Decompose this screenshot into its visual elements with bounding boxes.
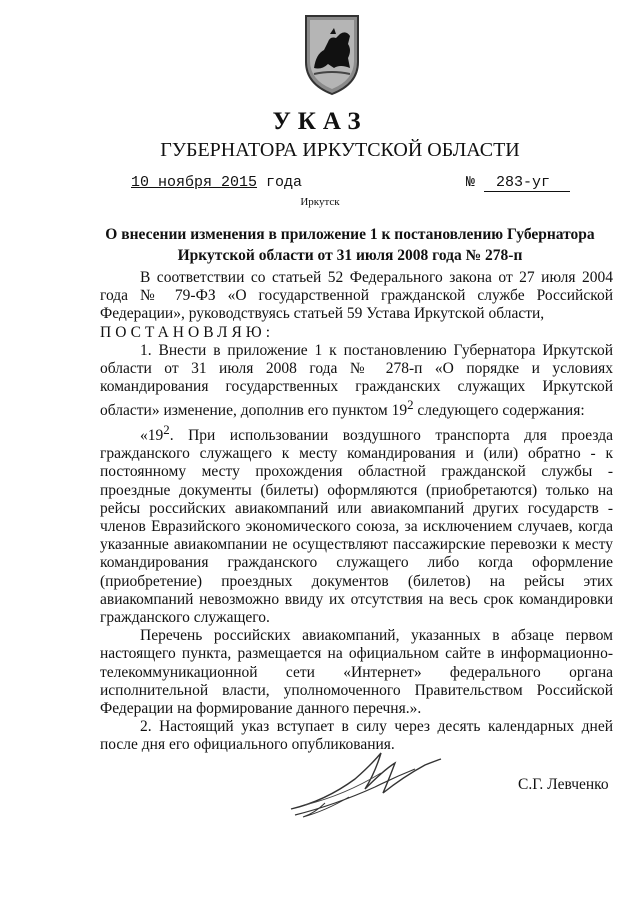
postanovlyayu-label: ПОСТАНОВЛЯЮ: [100,323,275,341]
document-subtitle: ГУБЕРНАТОРА ИРКУТСКОЙ ОБЛАСТИ [160,139,520,161]
paragraph-point-19-2 [100,421,613,627]
coat-of-arms-icon [300,10,364,96]
document-place: Иркутск [300,196,340,208]
point-superscript: 2 [163,421,170,437]
paragraph-item-1 [100,342,613,421]
heading-line-1: О внесении изменения в приложение 1 к постановлению Губернатора [105,226,595,243]
item-1-text: 1. Внести в приложение 1 к постановлению Губернатора Иркутской области от 31 июля 2008 года № 278-п «О порядке и условиях командирования государственных гражданских служащих Иркутской области» изменение, дополнив его пунктом 19 [100,341,613,420]
handwritten-signature [285,743,445,821]
point-text: . При использовании воздушного транспорта для проезда гражданского служащего к месту командирования и (или) обратно - к постоянному месту прохождения областной гражданской службы - проездные документы (билеты) оформляются (приобретаются) только на рейсы российских авиакомпаний или авиакомпаний других государств - членов Евразийского экономического союза, за исключением случаев, когда указанные авиакомпании не осуществляют пассажирские перевозки к месту командирования гражданского служащего либо когда оформление (приобретение) проездных документов (билетов) на рейсы этих авиакомпаний невозможно ввиду их отсутствия на весь срок командировки гражданского служащего. [100,426,613,626]
number-prefix: № [466,174,476,191]
document-body [100,269,613,755]
paragraph-airline-list: Перечень российских авиакомпаний, указанных в абзаце первом настоящего пункта, размещается на официальном сайте в информационно-телекоммуникационной сети «Интернет» федерального органа исполнительной власти, уполномоченного Правительством Российской Федерации на формирование данного перечня.». [100,627,613,717]
item-1-superscript: 2 [407,397,414,413]
document-title: УКАЗ [272,108,368,135]
document-heading [100,224,600,266]
document-number [466,174,570,192]
point-number: «19 [140,426,164,444]
date-suffix: года [257,174,303,191]
paragraph-preamble: В соответствии со статьей 52 Федерального закона от 27 июля 2004 года № 79-ФЗ «О государственной гражданской службе Российской Федерации», руководствуясь статьей 59 Устава Иркутской области, [100,269,613,323]
paragraph-item-2: 2. Настоящий указ вступает в силу через десять календарных дней после дня его официального опубликования. [100,718,613,754]
date-value: 10 ноября 2015 [131,174,258,191]
number-value: 283-уг [484,174,570,192]
heading-line-2: Иркутской области от 31 июля 2008 года № 278-п [177,247,523,264]
document-date [131,174,302,191]
signer-name: С.Г. Левченко [518,776,609,793]
item-1-text-end: следующего содержания: [413,402,585,420]
